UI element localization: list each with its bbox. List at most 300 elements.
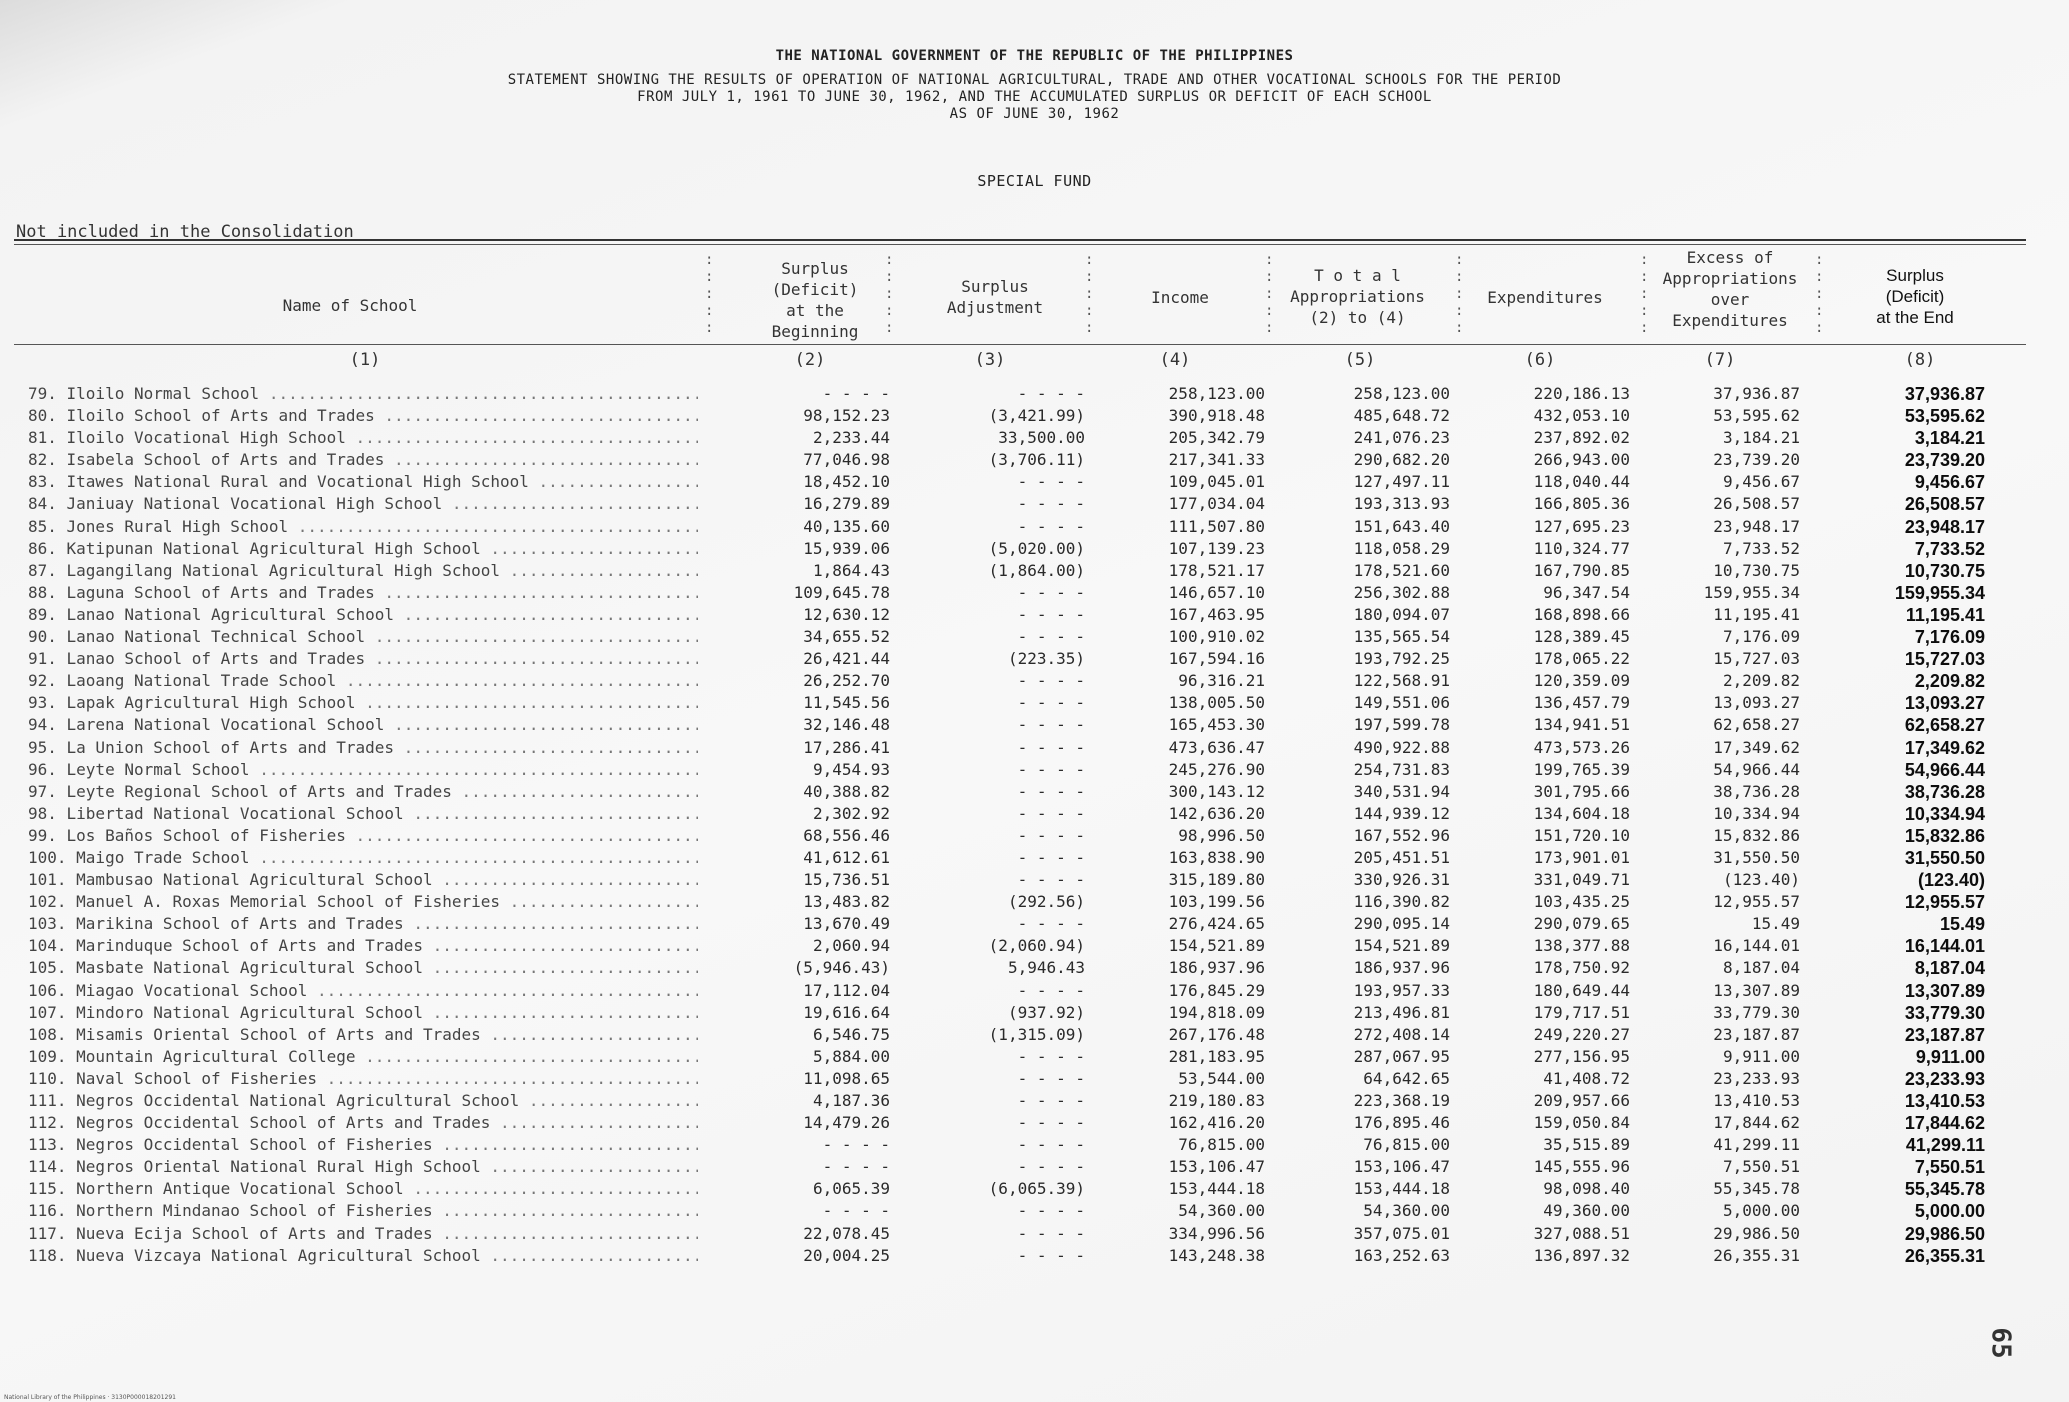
cell-c7: 38,736.28 (1713, 781, 1800, 801)
cell-c6: 277,156.95 (1533, 1046, 1630, 1066)
cell-c7: 12,955.57 (1713, 892, 1800, 912)
column-number-3: (3) (974, 350, 1006, 370)
cell-c4: 167,463.95 (1168, 604, 1265, 624)
cell-c4: 146,657.10 (1168, 582, 1265, 602)
table-row (0, 781, 2069, 803)
cell-c4: 100,910.02 (1168, 627, 1265, 647)
cell-c8: 13,410.53 (1904, 1091, 1985, 1111)
cell-c6: 166,805.36 (1533, 494, 1630, 514)
cell-c5: 76,815.00 (1363, 1135, 1450, 1155)
cell-c3: - - - - (1017, 914, 1085, 934)
cell-c2: 77,046.98 (803, 450, 890, 470)
cell-c3: - - - - (1017, 582, 1085, 602)
cell-c8: 159,955.34 (1894, 582, 1985, 603)
column-number-7: (7) (1704, 350, 1736, 370)
table-row (0, 449, 2069, 471)
column-header-3: Surplus Adjustment (946, 277, 1044, 317)
cell-c2: 18,452.10 (803, 472, 890, 492)
cell-c6: 473,573.26 (1533, 737, 1630, 757)
school-name: 84. Janiuay National Vocational High School ..... (28, 493, 698, 515)
cell-c7: 62,658.27 (1713, 715, 1800, 735)
cell-c2: 13,670.49 (803, 914, 890, 934)
cell-c2: 20,004.25 (803, 1245, 890, 1265)
cell-c8: 2,209.82 (1914, 671, 1985, 692)
header-separator: : : : : : (1265, 252, 1274, 336)
cell-c3: (6,065.39) (988, 1179, 1085, 1199)
cell-c7: 7,733.52 (1722, 538, 1800, 558)
cell-c8: 26,508.57 (1904, 494, 1985, 515)
cell-c6: 220,186.13 (1533, 384, 1630, 403)
cell-c7: 15,832.86 (1713, 825, 1800, 845)
cell-c6: 134,941.51 (1533, 715, 1630, 735)
cell-c6: 266,943.00 (1533, 450, 1630, 470)
cell-c4: 154,521.89 (1168, 936, 1265, 956)
cell-c6: 120,359.09 (1533, 671, 1630, 691)
cell-c3: - - - - (1017, 384, 1085, 403)
school-name: 110. Naval School of Fisheries ..... (28, 1068, 698, 1090)
cell-c2: 34,655.52 (803, 627, 890, 647)
cell-c3: - - - - (1017, 825, 1085, 845)
cell-c3: - - - - (1017, 604, 1085, 624)
cell-c2: 2,060.94 (812, 936, 890, 956)
cell-c8: 8,187.04 (1914, 958, 1985, 979)
table-row (0, 891, 2069, 913)
table-row (0, 980, 2069, 1002)
cell-c8: 13,307.89 (1904, 980, 1985, 1001)
cell-c3: 5,946.43 (1007, 958, 1085, 978)
not-included-note: Not included in the Consolidation (16, 222, 354, 242)
cell-c2: 4,187.36 (812, 1091, 890, 1110)
column-header-2: Surplus (Deficit) at the Beginning (771, 259, 859, 341)
table-row (0, 825, 2069, 847)
cell-c2: 109,645.78 (793, 582, 890, 602)
cell-c5: 180,094.07 (1353, 604, 1450, 624)
cell-c7: 159,955.34 (1703, 582, 1800, 602)
cell-c3: - - - - (1017, 1046, 1085, 1066)
cell-c4: 390,918.48 (1168, 406, 1265, 426)
cell-c2: (5,946.43) (793, 958, 890, 978)
table-row (0, 648, 2069, 670)
cell-c6: 41,408.72 (1543, 1068, 1630, 1088)
table-row (0, 1024, 2069, 1046)
table-row (0, 803, 2069, 825)
cell-c6: 327,088.51 (1533, 1223, 1630, 1243)
cell-c5: 193,792.25 (1353, 649, 1450, 669)
cell-c2: 19,616.64 (803, 1002, 890, 1022)
cell-c2: 13,483.82 (803, 892, 890, 912)
cell-c8: 31,550.50 (1904, 847, 1985, 868)
cell-c6: 237,892.02 (1533, 428, 1630, 448)
cell-c5: 176,895.46 (1353, 1113, 1450, 1133)
cell-c8: 7,733.52 (1914, 538, 1985, 559)
cell-c5: 272,408.14 (1353, 1024, 1450, 1044)
cell-c6: 96,347.54 (1543, 582, 1630, 602)
school-name: 107. Mindoro National Agricultural School ..... (28, 1002, 698, 1024)
school-name: 98. Libertad National Vocational School ..... (28, 803, 698, 825)
cell-c5: 340,531.94 (1353, 781, 1450, 801)
cell-c3: (3,421.99) (988, 406, 1085, 426)
cell-c8: 55,345.78 (1904, 1179, 1985, 1200)
school-name: 85. Jones Rural High School ..... (28, 516, 698, 538)
cell-c2: 22,078.45 (803, 1223, 890, 1243)
cell-c4: 107,139.23 (1168, 538, 1265, 558)
cell-c6: 159,050.84 (1533, 1113, 1630, 1133)
cell-c6: 178,750.92 (1533, 958, 1630, 978)
cell-c6: 138,377.88 (1533, 936, 1630, 956)
cell-c4: 186,937.96 (1168, 958, 1265, 978)
cell-c4: 334,996.56 (1168, 1223, 1265, 1243)
cell-c5: 213,496.81 (1353, 1002, 1450, 1022)
cell-c8: 9,456.67 (1914, 472, 1985, 493)
cell-c6: 145,555.96 (1533, 1157, 1630, 1177)
cell-c4: 165,453.30 (1168, 715, 1265, 735)
cell-c2: 40,388.82 (803, 781, 890, 801)
cell-c8: 15.49 (1939, 914, 1985, 935)
cell-c4: 267,176.48 (1168, 1024, 1265, 1044)
cell-c4: 281,183.95 (1168, 1046, 1265, 1066)
cell-c7: 13,410.53 (1713, 1091, 1800, 1110)
cell-c7: 23,739.20 (1713, 450, 1800, 470)
cell-c7: 13,093.27 (1713, 693, 1800, 713)
cell-c3: - - - - (1017, 693, 1085, 713)
cell-c8: 38,736.28 (1904, 781, 1985, 802)
cell-c3: - - - - (1017, 1113, 1085, 1133)
cell-c5: 122,568.91 (1353, 671, 1450, 691)
table-row (0, 935, 2069, 957)
column-number-8: (8) (1904, 350, 1936, 370)
cell-c2: 2,302.92 (812, 803, 890, 823)
column-number-4: (4) (1159, 350, 1191, 370)
cell-c2: 6,546.75 (812, 1024, 890, 1044)
cell-c8: 23,948.17 (1904, 516, 1985, 537)
table-top-rule-2 (14, 244, 2026, 245)
school-name: 80. Iloilo School of Arts and Trades ..... (28, 405, 698, 427)
cell-c6: 301,795.66 (1533, 781, 1630, 801)
cell-c7: 7,176.09 (1722, 627, 1800, 647)
cell-c5: 290,095.14 (1353, 914, 1450, 934)
cell-c8: 23,739.20 (1904, 450, 1985, 471)
cell-c3: - - - - (1017, 1135, 1085, 1155)
cell-c8: 54,966.44 (1904, 759, 1985, 780)
cell-c4: 103,199.56 (1168, 892, 1265, 912)
cell-c7: 15,727.03 (1713, 649, 1800, 669)
school-name: 116. Northern Mindanao School of Fisheries ..... (28, 1200, 698, 1222)
cell-c8: 37,936.87 (1904, 384, 1985, 404)
school-name: 81. Iloilo Vocational High School ..... (28, 427, 698, 449)
school-name: 91. Lanao School of Arts and Trades ..... (28, 648, 698, 670)
table-top-rule (14, 239, 2026, 241)
cell-c6: 49,360.00 (1543, 1201, 1630, 1221)
cell-c2: 11,098.65 (803, 1068, 890, 1088)
cell-c3: - - - - (1017, 803, 1085, 823)
cell-c3: (292.56) (1007, 892, 1085, 912)
cell-c8: 13,093.27 (1904, 693, 1985, 714)
cell-c7: 54,966.44 (1713, 759, 1800, 779)
table-row (0, 1223, 2069, 1245)
cell-c5: 193,313.93 (1353, 494, 1450, 514)
column-number-6: (6) (1524, 350, 1556, 370)
cell-c2: 1,864.43 (812, 560, 890, 580)
school-name: 88. Laguna School of Arts and Trades ..... (28, 582, 698, 604)
cell-c8: 16,144.01 (1904, 936, 1985, 957)
cell-c6: 178,065.22 (1533, 649, 1630, 669)
cell-c2: 11,545.56 (803, 693, 890, 713)
cell-c5: 178,521.60 (1353, 560, 1450, 580)
table-row (0, 869, 2069, 891)
table-row (0, 1046, 2069, 1068)
cell-c5: 167,552.96 (1353, 825, 1450, 845)
cell-c4: 205,342.79 (1168, 428, 1265, 448)
header-separator: : : : : : (885, 252, 894, 336)
school-name: 106. Miagao Vocational School ..... (28, 980, 698, 1002)
cell-c3: - - - - (1017, 1245, 1085, 1265)
cell-c6: 128,389.45 (1533, 627, 1630, 647)
table-row (0, 1245, 2069, 1267)
cell-c3: (2,060.94) (988, 936, 1085, 956)
school-name: 100. Maigo Trade School ..... (28, 847, 698, 869)
cell-c7: 10,730.75 (1713, 560, 1800, 580)
cell-c8: 26,355.31 (1904, 1245, 1985, 1266)
cell-c8: 17,349.62 (1904, 737, 1985, 758)
cell-c5: 290,682.20 (1353, 450, 1450, 470)
cell-c2: 5,884.00 (812, 1046, 890, 1066)
header-separator: : : : : : (1085, 252, 1094, 336)
cell-c4: 54,360.00 (1178, 1201, 1265, 1221)
school-name: 109. Mountain Agricultural College ..... (28, 1046, 698, 1068)
cell-c2: 15,939.06 (803, 538, 890, 558)
table-row (0, 493, 2069, 515)
table-row (0, 405, 2069, 427)
cell-c6: 110,324.77 (1533, 538, 1630, 558)
cell-c4: 162,416.20 (1168, 1113, 1265, 1133)
cell-c5: 193,957.33 (1353, 980, 1450, 1000)
school-name: 111. Negros Occidental National Agricultural School ..... (28, 1090, 698, 1112)
cell-c4: 153,444.18 (1168, 1179, 1265, 1199)
cell-c7: 2,209.82 (1722, 671, 1800, 691)
cell-c7: 23,233.93 (1713, 1068, 1800, 1088)
cell-c6: 168,898.66 (1533, 604, 1630, 624)
cell-c5: 223,368.19 (1353, 1091, 1450, 1110)
cell-c7: 3,184.21 (1722, 428, 1800, 448)
cell-c5: 197,599.78 (1353, 715, 1450, 735)
cell-c8: 7,176.09 (1914, 627, 1985, 648)
cell-c4: 258,123.00 (1168, 384, 1265, 403)
table-row (0, 670, 2069, 692)
cell-c7: 9,911.00 (1722, 1046, 1800, 1066)
cell-c7: 9,456.67 (1722, 472, 1800, 492)
cell-c5: 256,302.88 (1353, 582, 1450, 602)
cell-c3: - - - - (1017, 847, 1085, 867)
cell-c6: 180,649.44 (1533, 980, 1630, 1000)
cell-c4: 111,507.80 (1168, 516, 1265, 536)
cell-c7: 53,595.62 (1713, 406, 1800, 426)
school-name: 102. Manuel A. Roxas Memorial School of Fisheries ..... (28, 891, 698, 913)
cell-c4: 138,005.50 (1168, 693, 1265, 713)
statement-line-3: AS OF JUNE 30, 1962 (949, 106, 1120, 122)
cell-c2: 12,630.12 (803, 604, 890, 624)
cell-c5: 54,360.00 (1363, 1201, 1450, 1221)
cell-c4: 219,180.83 (1168, 1091, 1265, 1110)
column-number-5: (5) (1344, 350, 1376, 370)
table-row (0, 582, 2069, 604)
cell-c8: 23,233.93 (1904, 1068, 1985, 1089)
cell-c5: 127,497.11 (1353, 472, 1450, 492)
cell-c5: 205,451.51 (1353, 847, 1450, 867)
cell-c8: 62,658.27 (1904, 715, 1985, 736)
cell-c3: - - - - (1017, 759, 1085, 779)
school-name: 97. Leyte Regional School of Arts and Trades ..... (28, 781, 698, 803)
school-name: 104. Marinduque School of Arts and Trades ..... (28, 935, 698, 957)
statement-line-1: STATEMENT SHOWING THE RESULTS OF OPERATION OF NATIONAL AGRICULTURAL, TRADE AND OTHER VOCATIONAL SCHOOLS FOR THE PERIOD (507, 72, 1562, 88)
cell-c5: 287,067.95 (1353, 1046, 1450, 1066)
cell-c7: 11,195.41 (1713, 604, 1800, 624)
cell-c7: 41,299.11 (1713, 1135, 1800, 1155)
cell-c3: - - - - (1017, 737, 1085, 757)
cell-c8: (123.40) (1917, 870, 1985, 891)
column-header-7: Excess of Appropriations over Expenditures (1662, 248, 1798, 330)
cell-c6: 127,695.23 (1533, 516, 1630, 536)
cell-c8: 15,727.03 (1904, 649, 1985, 670)
column-header-5: T o t a l Appropriations (2) to (4) (1290, 266, 1425, 327)
cell-c7: 26,355.31 (1713, 1245, 1800, 1265)
table-row (0, 1112, 2069, 1134)
school-name: 108. Misamis Oriental School of Arts and Trades ..... (28, 1024, 698, 1046)
cell-c7: 29,986.50 (1713, 1223, 1800, 1243)
cell-c8: 17,844.62 (1904, 1113, 1985, 1134)
table-row (0, 1068, 2069, 1090)
cell-c5: 116,390.82 (1353, 892, 1450, 912)
cell-c7: 5,000.00 (1722, 1201, 1800, 1221)
school-table (0, 383, 2069, 1267)
cell-c8: 29,986.50 (1904, 1223, 1985, 1244)
cell-c6: 432,053.10 (1533, 406, 1630, 426)
cell-c2: 9,454.93 (812, 759, 890, 779)
cell-c8: 12,955.57 (1904, 892, 1985, 913)
cell-c2: 98,152.23 (803, 406, 890, 426)
cell-c3: (1,864.00) (988, 560, 1085, 580)
cell-c5: 153,444.18 (1353, 1179, 1450, 1199)
cell-c7: 8,187.04 (1722, 958, 1800, 978)
school-name: 113. Negros Occidental School of Fisheries ..... (28, 1134, 698, 1156)
school-name: 94. Larena National Vocational School ..... (28, 714, 698, 736)
column-header-4: Income (1151, 288, 1209, 307)
cell-c7: 16,144.01 (1713, 936, 1800, 956)
cell-c6: 136,897.32 (1533, 1245, 1630, 1265)
school-name: 95. La Union School of Arts and Trades ..... (28, 737, 698, 759)
cell-c4: 76,815.00 (1178, 1135, 1265, 1155)
cell-c3: - - - - (1017, 980, 1085, 1000)
cell-c2: - - - - (822, 1135, 890, 1155)
cell-c2: 16,279.89 (803, 494, 890, 514)
cell-c8: 9,911.00 (1915, 1046, 1985, 1067)
school-name: 87. Lagangilang National Agricultural High School ..... (28, 560, 698, 582)
cell-c8: 33,779.30 (1904, 1002, 1985, 1023)
table-row (0, 714, 2069, 736)
table-row (0, 1178, 2069, 1200)
school-name: 92. Laoang National Trade School ..... (28, 670, 698, 692)
cell-c8: 3,184.21 (1914, 428, 1985, 449)
cell-c3: (1,315.09) (988, 1024, 1085, 1044)
cell-c6: 118,040.44 (1533, 472, 1630, 492)
cell-c3: - - - - (1017, 870, 1085, 890)
cell-c2: 26,421.44 (803, 649, 890, 669)
table-row (0, 1156, 2069, 1178)
table-row (0, 737, 2069, 759)
cell-c5: 163,252.63 (1353, 1245, 1450, 1265)
cell-c7: (123.40) (1722, 870, 1800, 890)
school-name: 115. Northern Antique Vocational School ..... (28, 1178, 698, 1200)
cell-c8: 53,595.62 (1904, 406, 1985, 427)
school-name: 89. Lanao National Agricultural School ..... (28, 604, 698, 626)
cell-c2: 68,556.46 (803, 825, 890, 845)
column-header-1: Name of School (282, 296, 418, 315)
cell-c6: 331,049.71 (1533, 870, 1630, 890)
cell-c2: 6,065.39 (812, 1179, 890, 1199)
school-name: 117. Nueva Ecija School of Arts and Trades ..... (28, 1223, 698, 1245)
cell-c3: (937.92) (1007, 1002, 1085, 1022)
cell-c6: 167,790.85 (1533, 560, 1630, 580)
cell-c3: - - - - (1017, 1068, 1085, 1088)
table-row (0, 1002, 2069, 1024)
cell-c8: 10,730.75 (1904, 560, 1985, 581)
cell-c2: 32,146.48 (803, 715, 890, 735)
cell-c4: 98,996.50 (1178, 825, 1265, 845)
cell-c3: - - - - (1017, 1091, 1085, 1110)
statement-line-2: FROM JULY 1, 1961 TO JUNE 30, 1962, AND THE ACCUMULATED SURPLUS OR DEFICIT OF EACH SCHOOL (637, 89, 1432, 105)
cell-c7: 17,349.62 (1713, 737, 1800, 757)
cell-c6: 151,720.10 (1533, 825, 1630, 845)
cell-c4: 143,248.38 (1168, 1245, 1265, 1265)
cell-c2: 41,612.61 (803, 847, 890, 867)
school-name: 105. Masbate National Agricultural School ..... (28, 957, 698, 979)
cell-c7: 23,187.87 (1713, 1024, 1800, 1044)
table-row (0, 913, 2069, 935)
cell-c4: 176,845.29 (1168, 980, 1265, 1000)
school-name: 118. Nueva Vizcaya National Agricultural School ..... (28, 1245, 698, 1267)
cell-c7: 55,345.78 (1713, 1179, 1800, 1199)
cell-c7: 33,779.30 (1713, 1002, 1800, 1022)
cell-c3: - - - - (1017, 715, 1085, 735)
header-separator: : : : : : (1640, 252, 1649, 336)
table-row (0, 604, 2069, 626)
cell-c2: 26,252.70 (803, 671, 890, 691)
cell-c4: 53,544.00 (1178, 1068, 1265, 1088)
school-name: 86. Katipunan National Agricultural High School ..... (28, 538, 698, 560)
cell-c8: 15,832.86 (1904, 825, 1985, 846)
cell-c5: 186,937.96 (1353, 958, 1450, 978)
cell-c3: - - - - (1017, 781, 1085, 801)
table-row (0, 759, 2069, 781)
column-header-6: Expenditures (1487, 288, 1603, 307)
cell-c6: 199,765.39 (1533, 759, 1630, 779)
cell-c5: 241,076.23 (1353, 428, 1450, 448)
fund-title: SPECIAL FUND (977, 172, 1092, 190)
cell-c4: 217,341.33 (1168, 450, 1265, 470)
cell-c7: 15.49 (1751, 914, 1800, 934)
cell-c7: 23,948.17 (1713, 516, 1800, 536)
school-name: 82. Isabela School of Arts and Trades ..... (28, 449, 698, 471)
school-name: 96. Leyte Normal School ..... (28, 759, 698, 781)
cell-c3: - - - - (1017, 494, 1085, 514)
table-row (0, 626, 2069, 648)
cell-c5: 258,123.00 (1353, 384, 1450, 403)
cell-c4: 276,424.65 (1168, 914, 1265, 934)
table-row (0, 1200, 2069, 1222)
cell-c8: 11,195.41 (1905, 604, 1985, 625)
header-separator: : : : : : (1815, 252, 1824, 336)
cell-c4: 163,838.90 (1168, 847, 1265, 867)
column-number-2: (2) (794, 350, 826, 370)
